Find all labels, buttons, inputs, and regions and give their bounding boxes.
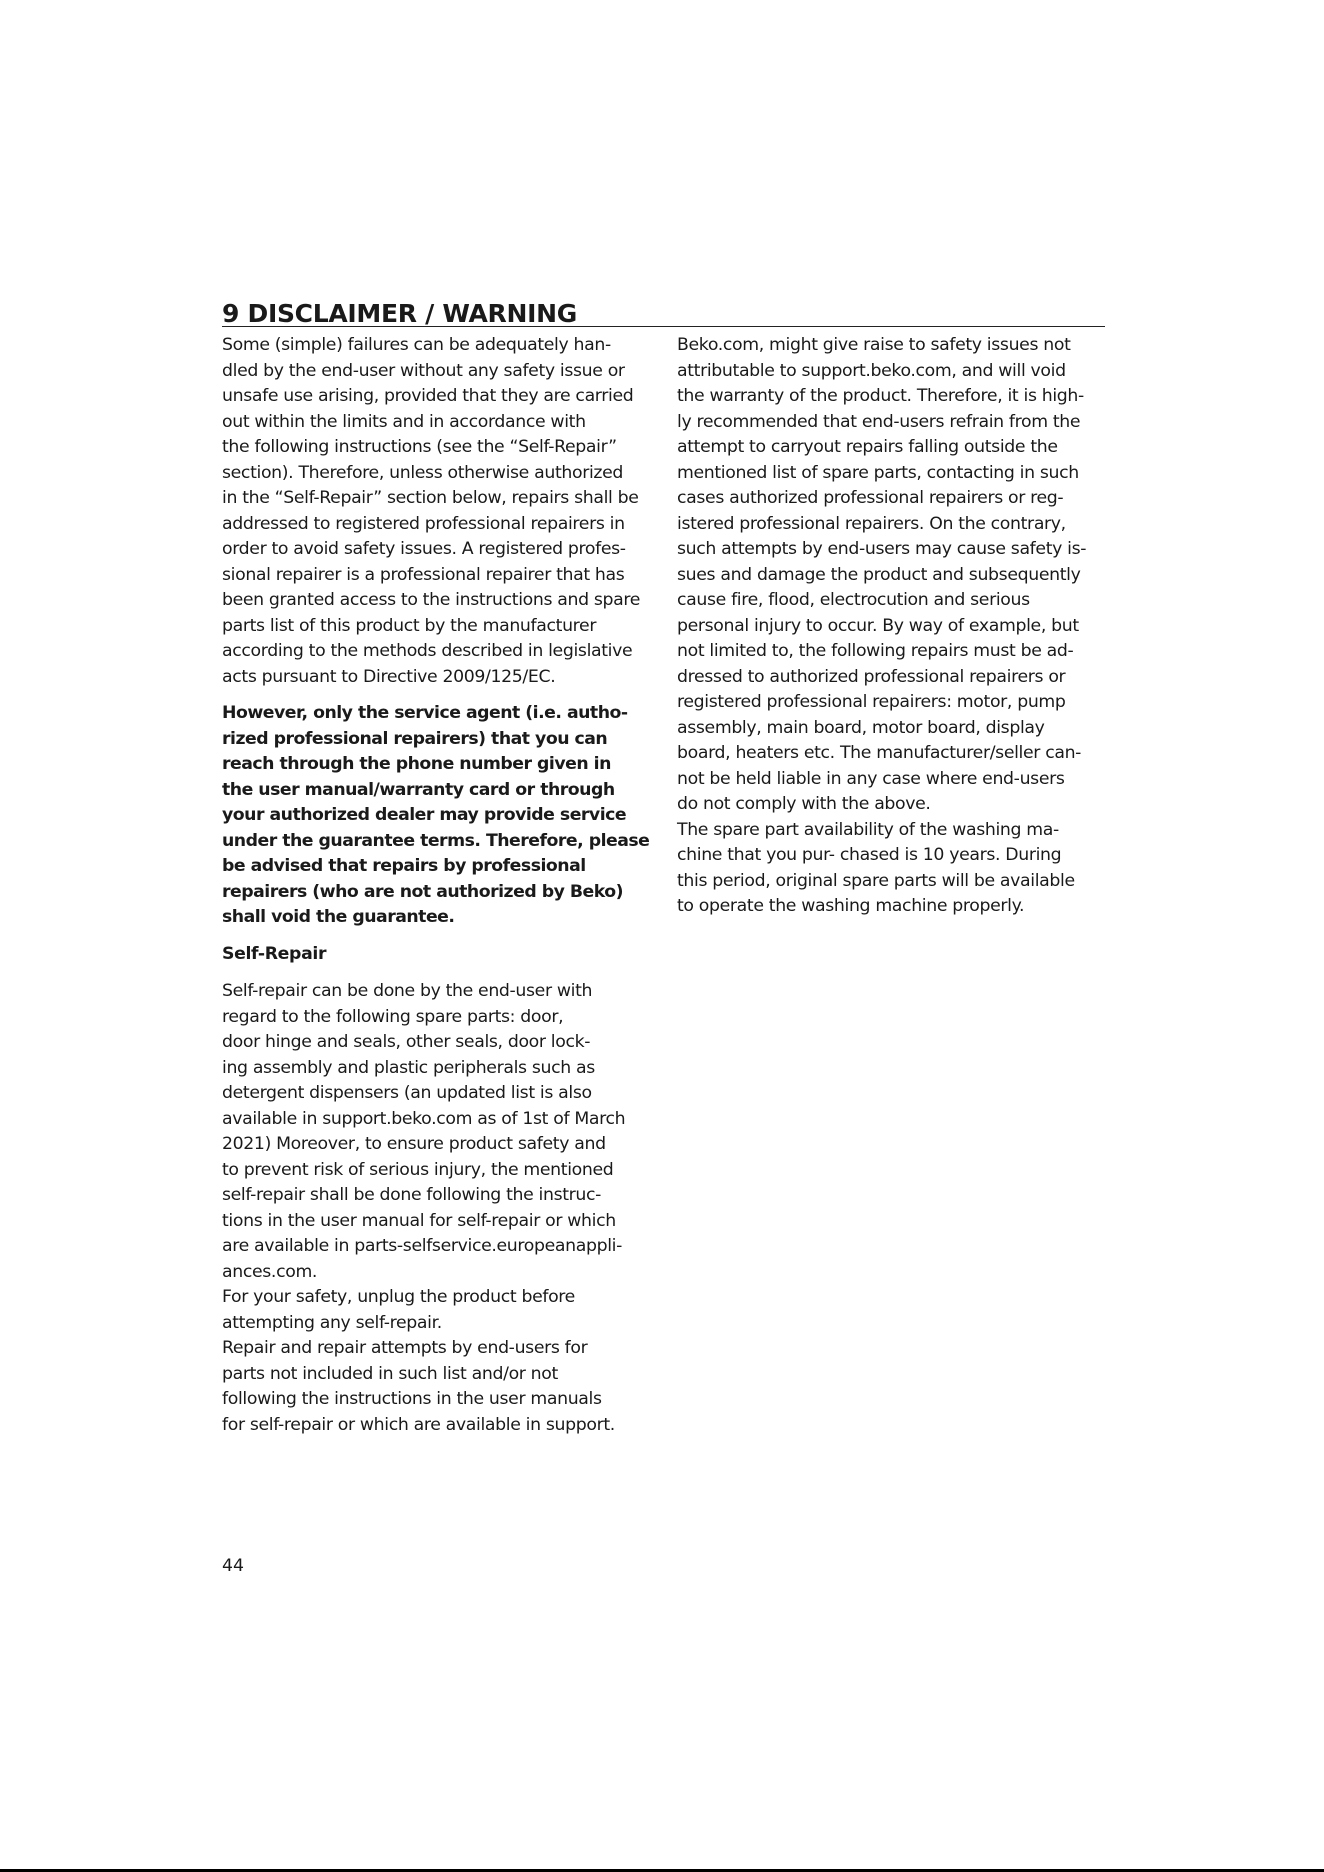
text-line: istered professional repairers. On the contrary,	[677, 513, 1066, 534]
text-line: assembly, main board, motor board, display	[677, 717, 1045, 738]
text-line: Self-repair can be done by the end-user with	[222, 981, 593, 1001]
text-line: in the “Self-Repair” section below, repairs shall be	[222, 488, 639, 508]
text-line: mentioned list of spare parts, contacting in such	[677, 462, 1079, 483]
text-line: detergent dispensers (an updated list is also	[222, 1083, 592, 1103]
paragraph-spacer	[222, 967, 658, 979]
text-line: the user manual/warranty card or through	[222, 779, 615, 800]
text-line: attempting any self-repair.	[222, 1312, 442, 1333]
intro-paragraph	[222, 333, 658, 690]
text-line: available in support.beko.com as of 1st of March	[222, 1108, 626, 1129]
text-line: rized professional repairers) that you can	[222, 728, 608, 749]
text-line: unsafe use arising, provided that they are carried	[222, 386, 634, 406]
text-line: chine that you pur- chased is 10 years. During	[677, 845, 1062, 865]
text-line: The spare part availability of the washing ma-	[677, 819, 1059, 840]
text-line: the warranty of the product. Therefore, it is high-	[677, 386, 1084, 406]
text-line: Beko.com, might give raise to safety issues not	[677, 335, 1071, 355]
text-line: board, heaters etc. The manufacturer/seller can-	[677, 743, 1082, 763]
text-line: self-repair shall be done following the instruc-	[222, 1185, 602, 1205]
text-line: addressed to registered professional repairers in	[222, 513, 625, 534]
paragraph-spacer	[222, 690, 658, 701]
text-line: ly recommended that end-users refrain from the	[677, 411, 1081, 432]
text-line: For your safety, unplug the product before	[222, 1287, 575, 1307]
text-line: tions in the user manual for self-repair or which	[222, 1210, 616, 1231]
page-number: 44	[222, 1556, 244, 1576]
text-line: dressed to authorized professional repairers or	[677, 666, 1066, 687]
text-line: such attempts by end-users may cause safety is-	[677, 539, 1087, 559]
text-line: personal injury to occur. By way of example, but	[677, 615, 1079, 636]
right-column	[677, 333, 1107, 920]
text-line: regard to the following spare parts: door,	[222, 1006, 564, 1027]
text-line: attempt to carryout repairs falling outside the	[677, 437, 1058, 457]
text-line: under the guarantee terms. Therefore, please	[222, 830, 650, 851]
text-line: reach through the phone number given in	[222, 754, 611, 774]
title-underline-divider	[222, 326, 1105, 327]
paragraph-spacer	[222, 931, 658, 942]
text-line: out within the limits and in accordance with	[222, 411, 586, 432]
text-line: sional repairer is a professional repairer that has	[222, 564, 625, 585]
text-line: acts pursuant to Directive 2009/125/EC.	[222, 666, 556, 687]
text-line: Repair and repair attempts by end-users for	[222, 1338, 588, 1358]
text-line: However, only the service agent (i.e. autho-	[222, 703, 628, 723]
text-line: following the instructions in the user manuals	[222, 1389, 602, 1409]
text-line: according to the methods described in legislative	[222, 641, 633, 661]
guarantee-warning-paragraph	[222, 701, 658, 931]
text-line: to prevent risk of serious injury, the mentioned	[222, 1159, 614, 1180]
text-line: are available in parts-selfservice.europeanappli-	[222, 1236, 623, 1256]
text-line: not be held liable in any case where end-users	[677, 768, 1065, 789]
text-line: not limited to, the following repairs must be ad-	[677, 641, 1074, 661]
text-line: this period, original spare parts will be available	[677, 870, 1075, 891]
continuation-paragraph	[677, 333, 1107, 920]
text-line: dled by the end-user without any safety issue or	[222, 360, 625, 381]
text-line: section). Therefore, unless otherwise authorized	[222, 462, 624, 483]
text-line: for self-repair or which are available in support.	[222, 1414, 615, 1435]
text-line: parts list of this product by the manufacturer	[222, 615, 597, 636]
text-line: your authorized dealer may provide service	[222, 805, 627, 825]
text-line: ing assembly and plastic peripherals such as	[222, 1057, 595, 1078]
section-title: 9 DISCLAIMER / WARNING	[222, 299, 577, 328]
text-line: attributable to support.beko.com, and will void	[677, 360, 1066, 381]
text-line: sues and damage the product and subsequently	[677, 564, 1081, 585]
self-repair-paragraph	[222, 979, 658, 1438]
text-line: door hinge and seals, other seals, door lock-	[222, 1032, 591, 1052]
text-line: Some (simple) failures can be adequately han-	[222, 335, 611, 355]
text-line: parts not included in such list and/or not	[222, 1363, 558, 1384]
self-repair-heading: Self-Repair	[222, 943, 327, 964]
text-line: 2021) Moreover, to ensure product safety and	[222, 1134, 606, 1154]
text-line: to operate the washing machine properly.	[677, 896, 1025, 916]
text-line: the following instructions (see the “Self-Repair”	[222, 437, 617, 457]
text-line: order to avoid safety issues. A registered profes-	[222, 539, 626, 559]
text-line: be advised that repairs by professional	[222, 856, 586, 876]
text-line: do not comply with the above.	[677, 794, 931, 814]
text-line: been granted access to the instructions and spare	[222, 590, 641, 610]
text-line: repairers (who are not authorized by Beko)	[222, 881, 624, 902]
text-line: cause fire, flood, electrocution and serious	[677, 590, 1030, 610]
text-line: ances.com.	[222, 1261, 318, 1282]
text-line: cases authorized professional repairers or reg-	[677, 488, 1064, 508]
left-column	[222, 333, 658, 1438]
text-line: shall void the guarantee.	[222, 907, 455, 927]
text-line: registered professional repairers: motor, pump	[677, 692, 1066, 712]
